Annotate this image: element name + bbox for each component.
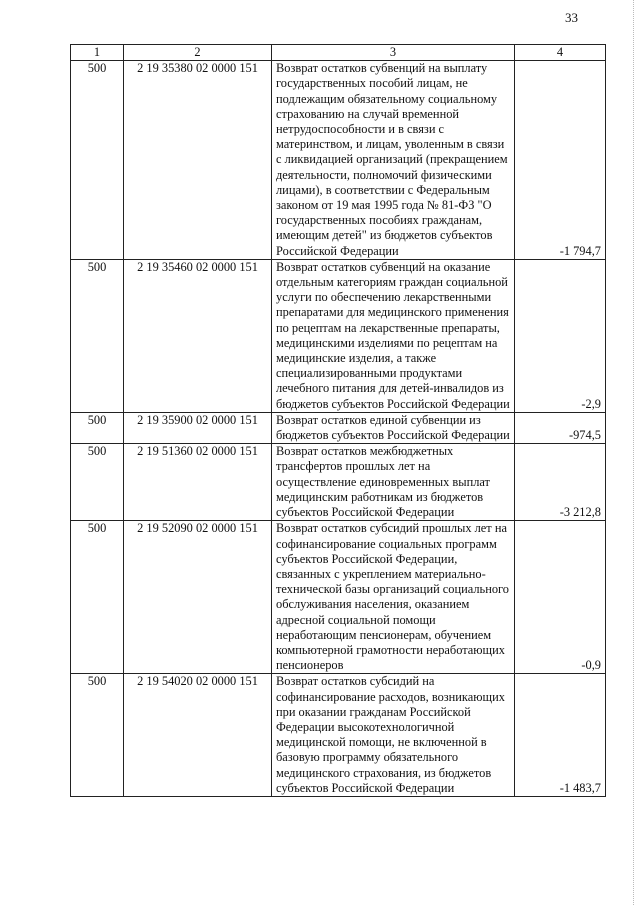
amount-cell: -2,9 xyxy=(515,259,606,412)
budget-code-cell: 2 19 52090 02 0000 151 xyxy=(124,521,272,674)
admin-code-cell: 500 xyxy=(71,61,124,260)
table-row xyxy=(71,674,606,797)
admin-code-cell: 500 xyxy=(71,674,124,797)
column-header-1: 1 xyxy=(71,45,124,61)
admin-code-cell: 500 xyxy=(71,444,124,521)
income-name-cell: Возврат остатков субсидий на софинансирование расходов, возникающих при оказании гражданам Российской Федерации высокотехнологичной медицинской помощи, не включенной в базовую программу обязательного медицинского страхования, из бюджетов субъектов Российской Федерации xyxy=(272,674,515,797)
amount-cell: -974,5 xyxy=(515,412,606,443)
table-row xyxy=(71,61,606,260)
amount-cell: -3 212,8 xyxy=(515,444,606,521)
page-number: 33 xyxy=(565,10,578,25)
table-row xyxy=(71,521,606,674)
income-name-cell: Возврат остатков субвенций на выплату государственных пособий лицам, не подлежащим обязательному социальному страхованию на случай временной нетрудоспособности и в связи с материнством, и лицам, уволенным в связи с ликвидацией организаций (прекращением деятельности, полномочий физическими лицами), в соответствии с Федеральным законом от 19 мая 1995 года № 81-ФЗ "О государственных пособиях гражданам, имеющим детей" из бюджетов субъектов Российской Федерации xyxy=(272,61,515,260)
budget-code-cell: 2 19 35900 02 0000 151 xyxy=(124,412,272,443)
table-row xyxy=(71,444,606,521)
table-row xyxy=(71,412,606,443)
admin-code-cell: 500 xyxy=(71,259,124,412)
income-name-cell: Возврат остатков единой субвенции из бюджетов субъектов Российской Федерации xyxy=(272,412,515,443)
column-header-4: 4 xyxy=(515,45,606,61)
budget-code-cell: 2 19 35460 02 0000 151 xyxy=(124,259,272,412)
budget-code-cell: 2 19 51360 02 0000 151 xyxy=(124,444,272,521)
amount-cell: -0,9 xyxy=(515,521,606,674)
budget-code-cell: 2 19 35380 02 0000 151 xyxy=(124,61,272,260)
income-name-cell: Возврат остатков межбюджетных трансфертов прошлых лет на осуществление единовременных выплат медицинским работникам из бюджетов субъектов Российской Федерации xyxy=(272,444,515,521)
budget-table xyxy=(70,44,606,797)
amount-cell: -1 483,7 xyxy=(515,674,606,797)
scan-edge-divider xyxy=(632,0,634,905)
column-header-3: 3 xyxy=(272,45,515,61)
admin-code-cell: 500 xyxy=(71,521,124,674)
amount-cell: -1 794,7 xyxy=(515,61,606,260)
income-name-cell: Возврат остатков субвенций на оказание отдельным категориям граждан социальной услуги по обеспечению лекарственными препаратами для медицинского применения по рецептам на лекарственные препараты, медицинскими изделиями по рецептам на медицинские изделия, а также специализированными продуктами лечебного питания для детей-инвалидов из бюджетов субъектов Российской Федерации xyxy=(272,259,515,412)
column-header-2: 2 xyxy=(124,45,272,61)
admin-code-cell: 500 xyxy=(71,412,124,443)
table-header-row xyxy=(71,45,606,61)
income-name-cell: Возврат остатков субсидий прошлых лет на софинансирование социальных программ субъектов Российской Федерации, связанных с укреплением материально-технической базы организаций социального обслуживания населения, оказанием адресной социальной помощи неработающим пенсионерам, обучением компьютерной грамотности неработающих пенсионеров xyxy=(272,521,515,674)
table-row xyxy=(71,259,606,412)
budget-code-cell: 2 19 54020 02 0000 151 xyxy=(124,674,272,797)
